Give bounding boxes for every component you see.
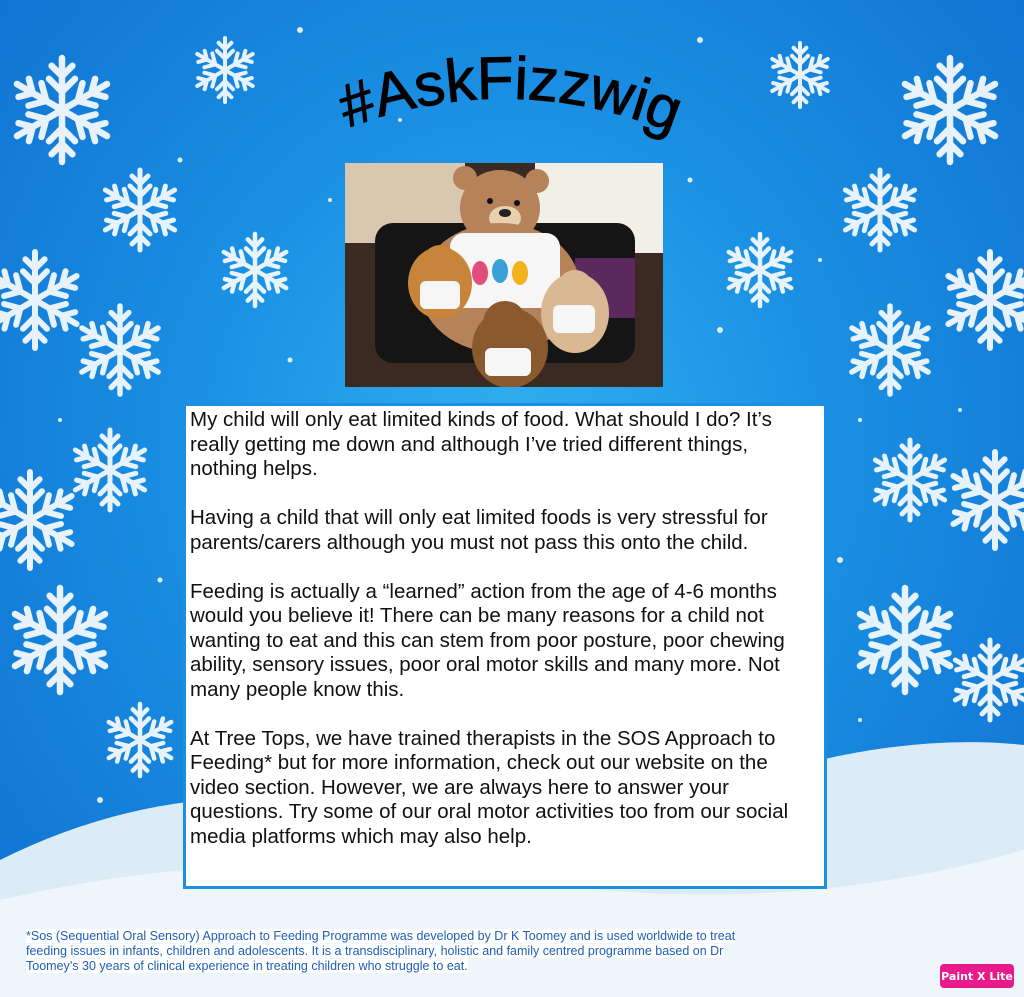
article-paragraph-feeding: Feeding is actually a “learned” action from the age of 4-6 months would you believe it! There can be many reasons for a child not wanting to eat and this can stem from poor posture, poor chewing ability, sensory issues, poor oral motor skills and many more. Not many people know this. bbox=[190, 579, 785, 701]
teddy-bears-illustration bbox=[345, 163, 663, 387]
paint-x-lite-badge bbox=[940, 964, 1014, 988]
headline-title bbox=[320, 40, 700, 160]
article-paragraph-tree-tops: At Tree Tops, we have trained therapists in the SOS Approach to Feeding* but for more information, check out our website on the video section. However, we are always here to answer your questions. Try some of our oral motor activities too from our social media platforms which may also help. bbox=[190, 726, 789, 848]
badge-label: Paint X Lite bbox=[941, 969, 1013, 983]
footnote bbox=[26, 929, 766, 974]
svg-text:#AskFizzwig bbox=[330, 44, 691, 144]
article-paragraph-question: My child will only eat limited kinds of food. What should I do? It’s really getting me down and although I’ve tried different things, nothing helps. bbox=[190, 408, 772, 480]
article-textbox bbox=[183, 403, 827, 889]
article-paragraph-stress: Having a child that will only eat limited foods is very stressful for parents/carers although you must not pass this onto the child. bbox=[190, 506, 768, 554]
headline-text: #AskFizzwig bbox=[330, 44, 692, 145]
teddy-bears-photo bbox=[345, 163, 663, 387]
footnote-text: *Sos (Sequential Oral Sensory) Approach to Feeding Programme was developed by Dr K Toomey and is used worldwide to treat feeding issues in infants, children and adolescents. It is a transdisciplinary, holistic and family centred programme based on Dr Toomey’s 30 years of clinical experience in treating children who struggle to eat. bbox=[26, 929, 736, 973]
